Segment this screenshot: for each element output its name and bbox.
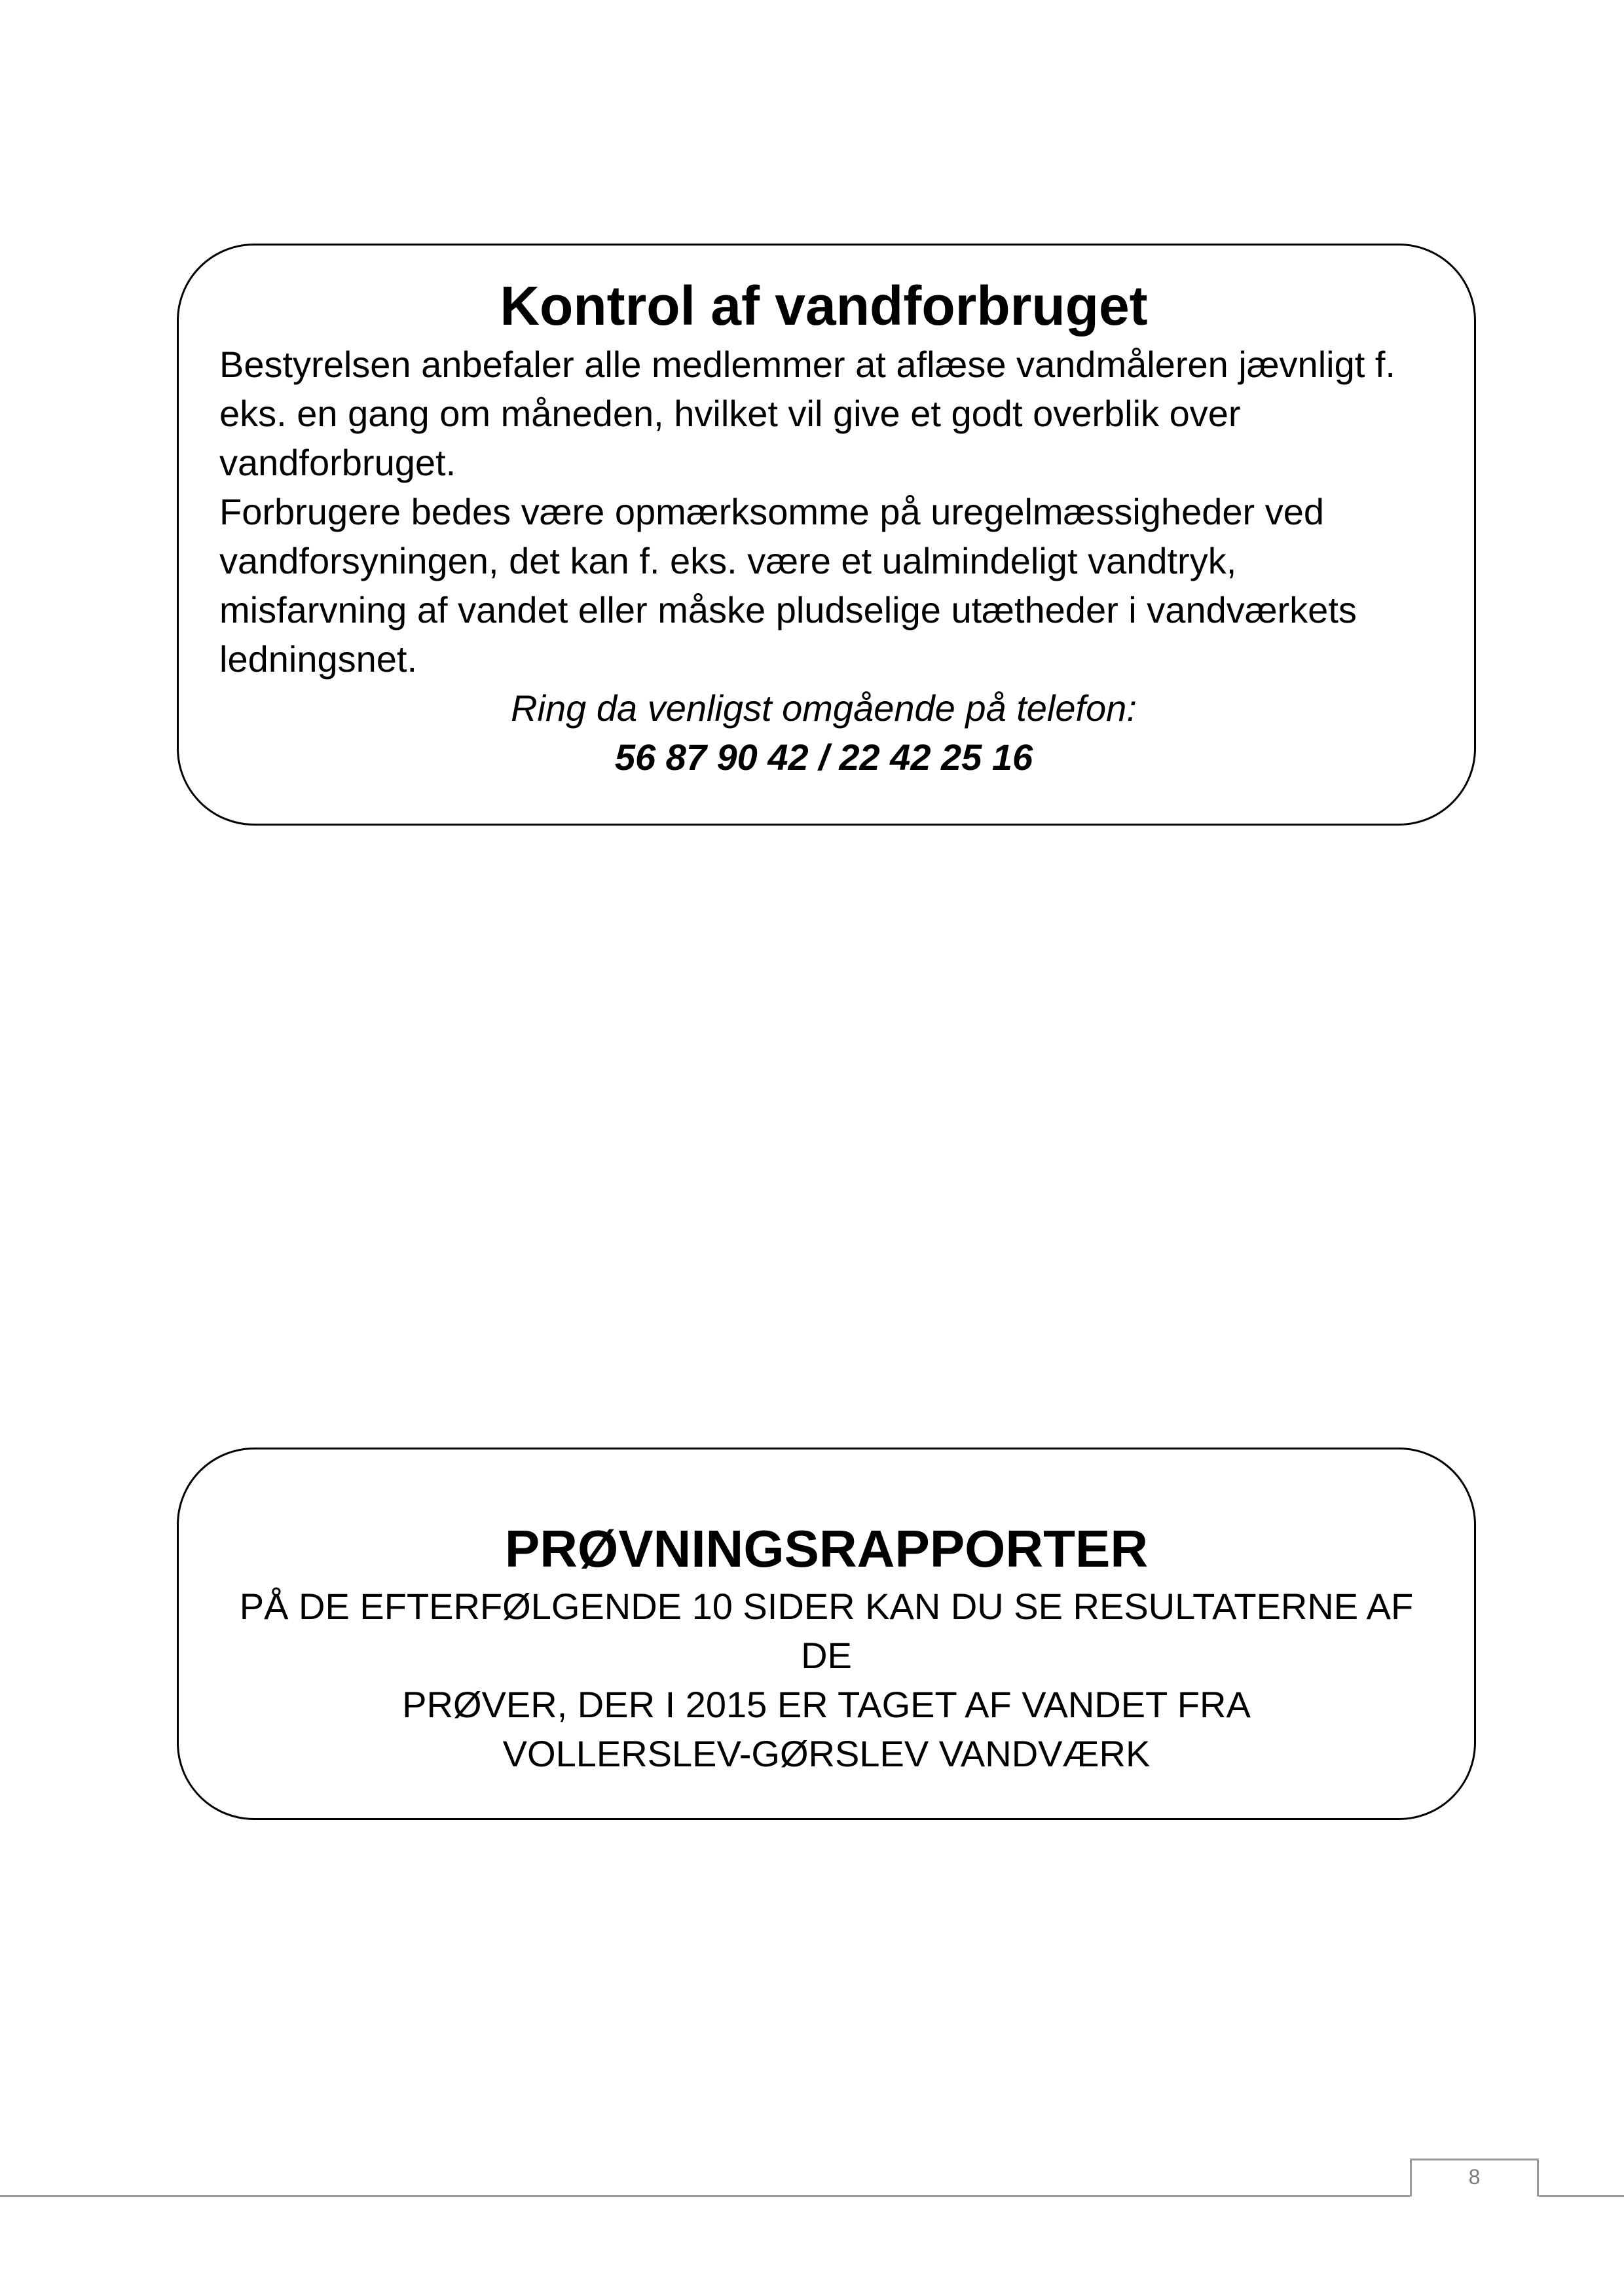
irregularities-paragraph: Forbrugere bedes være opmærksomme på uregelmæssigheder ved vandforsyningen, det kan f. eks. være et ualmindeligt vandtryk, misfarvning af vandet eller måske pludselige utætheder i vandværkets ledningsnet. [219, 491, 1357, 680]
test-reports-line-3: VOLLERSLEV-GØRSLEV VANDVÆRK [502, 1733, 1151, 1774]
footer-divider-left [0, 2195, 1410, 2197]
test-reports-line-1: PÅ DE EFTERFØLGENDE 10 SIDER KAN DU SE RESULTATERNE AF DE [239, 1586, 1414, 1676]
meter-reading-paragraph: Bestyrelsen anbefaler alle medlemmer at aflæse vandmåleren jævnligt f. eks. en gang om måneden, hvilket vil give et godt overblik over vandforbruget. [219, 344, 1395, 483]
call-instruction: Ring da venligst omgående på telefon: [511, 687, 1137, 729]
page-number: 8 [1410, 2159, 1539, 2196]
test-reports-line-2: PRØVER, DER I 2015 ER TAGET AF VANDET FRA [402, 1684, 1251, 1725]
test-reports-box [177, 1448, 1476, 1820]
phone-numbers: 56 87 90 42 / 22 42 25 16 [614, 737, 1033, 778]
test-reports-title: PRØVNINGSRAPPORTER [504, 1520, 1149, 1578]
water-consumption-box [177, 244, 1476, 826]
water-consumption-title: Kontrol af vandforbruget [500, 275, 1148, 337]
footer-divider-right [1539, 2195, 1624, 2197]
